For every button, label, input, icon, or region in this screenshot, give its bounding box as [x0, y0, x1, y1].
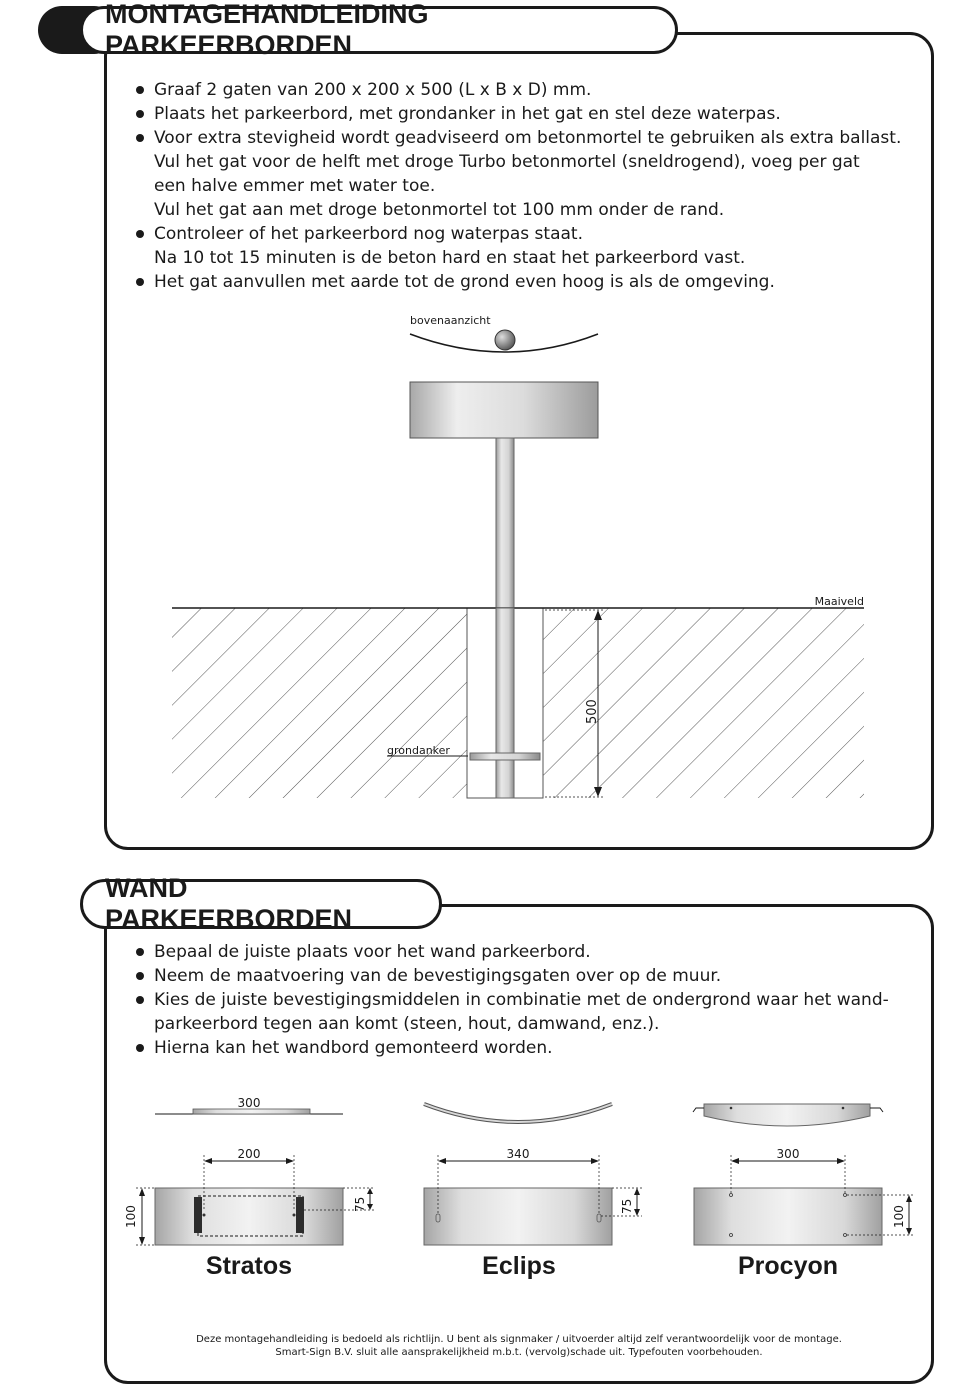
anchor-label: grondanker [387, 744, 450, 757]
eclips-diagram [424, 1104, 642, 1245]
stratos-hole-spacing-label: 200 [237, 1147, 261, 1161]
procyon-hole-spacing-label: 300 [776, 1147, 800, 1161]
post-above-ground [496, 438, 514, 608]
list-item: parkeerbord tegen aan komt (steen, hout, damwand, enz.). [154, 1014, 660, 1034]
list-item: Neem de maatvoering van de bevestigingsgaten over op de muur. [134, 964, 924, 988]
disclaimer-footer [106, 1333, 932, 1359]
procyon-diagram [693, 1104, 914, 1245]
section1-title: MONTAGEHANDLEIDING PARKEERBORDEN [105, 0, 429, 60]
list-item: Hierna kan het wandbord gemonteerd worden. [134, 1036, 924, 1060]
ground-level-label: Maaiveld [814, 595, 864, 608]
disclaimer-line-1: Deze montagehandleiding is bedoeld als richtlijn. U bent als signmaker / uitvoerder altijd zelf verantwoordelijk voor de montage. [196, 1334, 842, 1345]
stratos-diagram [124, 1096, 375, 1245]
list-item: Graaf 2 gaten van 200 x 200 x 500 (L x B x D) mm. [134, 78, 924, 102]
stratos-height-label: 100 [124, 1205, 138, 1228]
list-item: Na 10 tot 15 minuten is de beton hard en staat het parkeerbord vast. [154, 248, 746, 268]
eclips-offset-label: 75 [620, 1198, 634, 1214]
model-name-stratos: Stratos [205, 1252, 293, 1280]
wall-sign-diagrams [0, 1090, 980, 1260]
list-item: Vul het gat voor de helft met droge Turbo betonmortel (sneldrogend), voeg per gat [154, 152, 860, 172]
post-installation-diagram [0, 300, 980, 820]
stratos-width-label: 300 [237, 1096, 261, 1110]
stratos-offset-label: 75 [353, 1196, 367, 1212]
depth-label: 500 [585, 699, 600, 724]
model-name-eclips: Eclips [482, 1252, 556, 1280]
section2-title-tab [80, 873, 442, 934]
top-view-post-icon [495, 330, 515, 350]
section2-title: WAND PARKEERBORDEN [105, 873, 353, 934]
list-item: Kies de juiste bevestigingsmiddelen in combinatie met de ondergrond waar het wand- [134, 988, 924, 1012]
list-item: Het gat aanvullen met aarde tot de grond even hoog is als de omgeving. [134, 270, 924, 294]
section1-instructions [134, 78, 924, 294]
list-item: Controleer of het parkeerbord nog waterpas staat. [134, 222, 924, 246]
ground-anchor [470, 753, 540, 760]
top-view-label: bovenaanzicht [410, 314, 491, 327]
eclips-hole-spacing-label: 340 [506, 1147, 530, 1161]
post-below-ground [496, 608, 514, 798]
list-item: Vul het gat aan met droge betonmortel tot 100 mm onder de rand. [154, 200, 725, 220]
list-item: Plaats het parkeerbord, met grondanker in het gat en stel deze waterpas. [134, 102, 924, 126]
disclaimer-line-2: Smart-Sign B.V. sluit alle aansprakelijkheid m.b.t. (vervolg)schade uit. Typefouten voorbehouden. [275, 1347, 763, 1358]
section1-title-tab [80, 0, 678, 60]
parking-sign-plate [410, 382, 598, 438]
procyon-height-label: 100 [892, 1205, 906, 1228]
list-item: Voor extra stevigheid wordt geadviseerd om betonmortel te gebruiken als extra ballast. [134, 126, 924, 150]
model-name-procyon: Procyon [737, 1252, 839, 1280]
list-item: Bepaal de juiste plaats voor het wand parkeerbord. [134, 940, 924, 964]
section2-instructions [134, 940, 924, 1060]
list-item: een halve emmer met water toe. [154, 176, 436, 196]
